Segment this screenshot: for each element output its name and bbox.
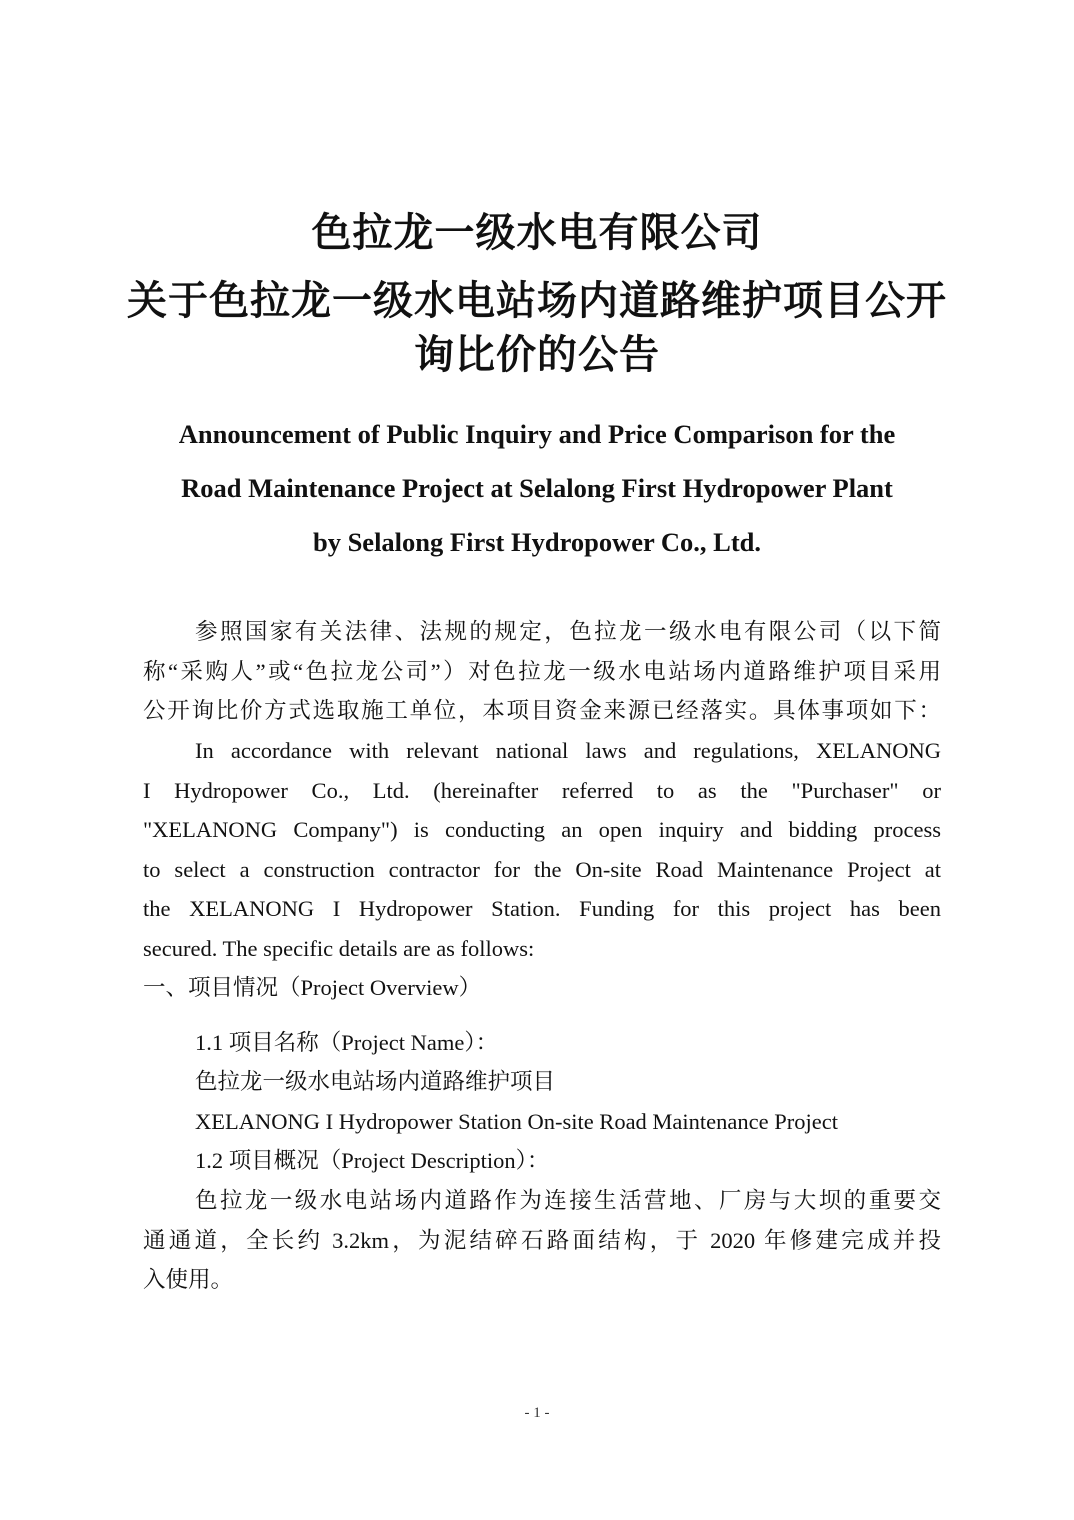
title-cn-company: 色拉龙一级水电有限公司 bbox=[311, 210, 763, 255]
intro-paragraph-en bbox=[143, 731, 941, 968]
section-heading-project-overview bbox=[143, 968, 941, 1008]
intro-cn-line: 称“采购人”或“色拉龙公司”）对色拉龙一级水电站场内道路维护项目采用 bbox=[143, 658, 941, 684]
intro-en-line: "XELANONG Company") is conducting an open inquiry and bidding process bbox=[143, 817, 941, 842]
title-cn-subject-line2: 询比价的公告 bbox=[414, 332, 660, 377]
intro-en-line: In accordance with relevant national laws and regulations, XELANONG bbox=[195, 738, 941, 763]
section-heading-text: 一、项目情况（Project Overview） bbox=[143, 975, 482, 1000]
intro-cn-line: 参照国家有关法律、法规的规定，色拉龙一级水电有限公司（以下简 bbox=[195, 619, 941, 644]
intro-paragraph-cn bbox=[143, 612, 941, 731]
intro-en-line: to select a construction contractor for the On-site Road Maintenance Project at bbox=[143, 856, 941, 882]
project-description-paragraph bbox=[143, 1181, 941, 1300]
page-number: - 1 - bbox=[524, 1405, 550, 1421]
description-line: 入使用。 bbox=[143, 1267, 234, 1292]
title-en-line2: Road Maintenance Project at Selalong First Hydropower Plant bbox=[181, 473, 893, 503]
intro-en-line: the XELANONG I Hydropower Station. Funding for this project has been bbox=[143, 896, 941, 921]
item-1-2-label: 1.2 项目概况（Project Description）： bbox=[195, 1148, 550, 1173]
title-cn-subject-line1: 关于色拉龙一级水电站场内道路维护项目公开 bbox=[127, 278, 947, 323]
intro-cn-line: 公开询比价方式选取施工单位，本项目资金来源已经落实。具体事项如下： bbox=[143, 698, 941, 723]
project-name-cn: 色拉龙一级水电站场内道路维护项目 bbox=[195, 1069, 556, 1094]
title-en-line1: Announcement of Public Inquiry and Price Comparison for the bbox=[178, 419, 896, 449]
description-line: 色拉龙一级水电站场内道路作为连接生活营地、厂房与大坝的重要交 bbox=[195, 1188, 941, 1213]
intro-en-line: I Hydropower Co., Ltd. (hereinafter referred to as the "Purchaser" or bbox=[143, 777, 941, 803]
item-1-1-label: 1.1 项目名称（Project Name）： bbox=[195, 1030, 499, 1055]
title-en-line3: by Selalong First Hydropower Co., Ltd. bbox=[312, 527, 762, 557]
project-name-en: XELANONG I Hydropower Station On-site Road Maintenance Project bbox=[195, 1109, 838, 1134]
intro-en-line: secured. The specific details are as follows: bbox=[143, 935, 535, 961]
description-line: 通通道，全长约 3.2km，为泥结碎石路面结构，于 2020 年修建完成并投 bbox=[143, 1227, 941, 1253]
